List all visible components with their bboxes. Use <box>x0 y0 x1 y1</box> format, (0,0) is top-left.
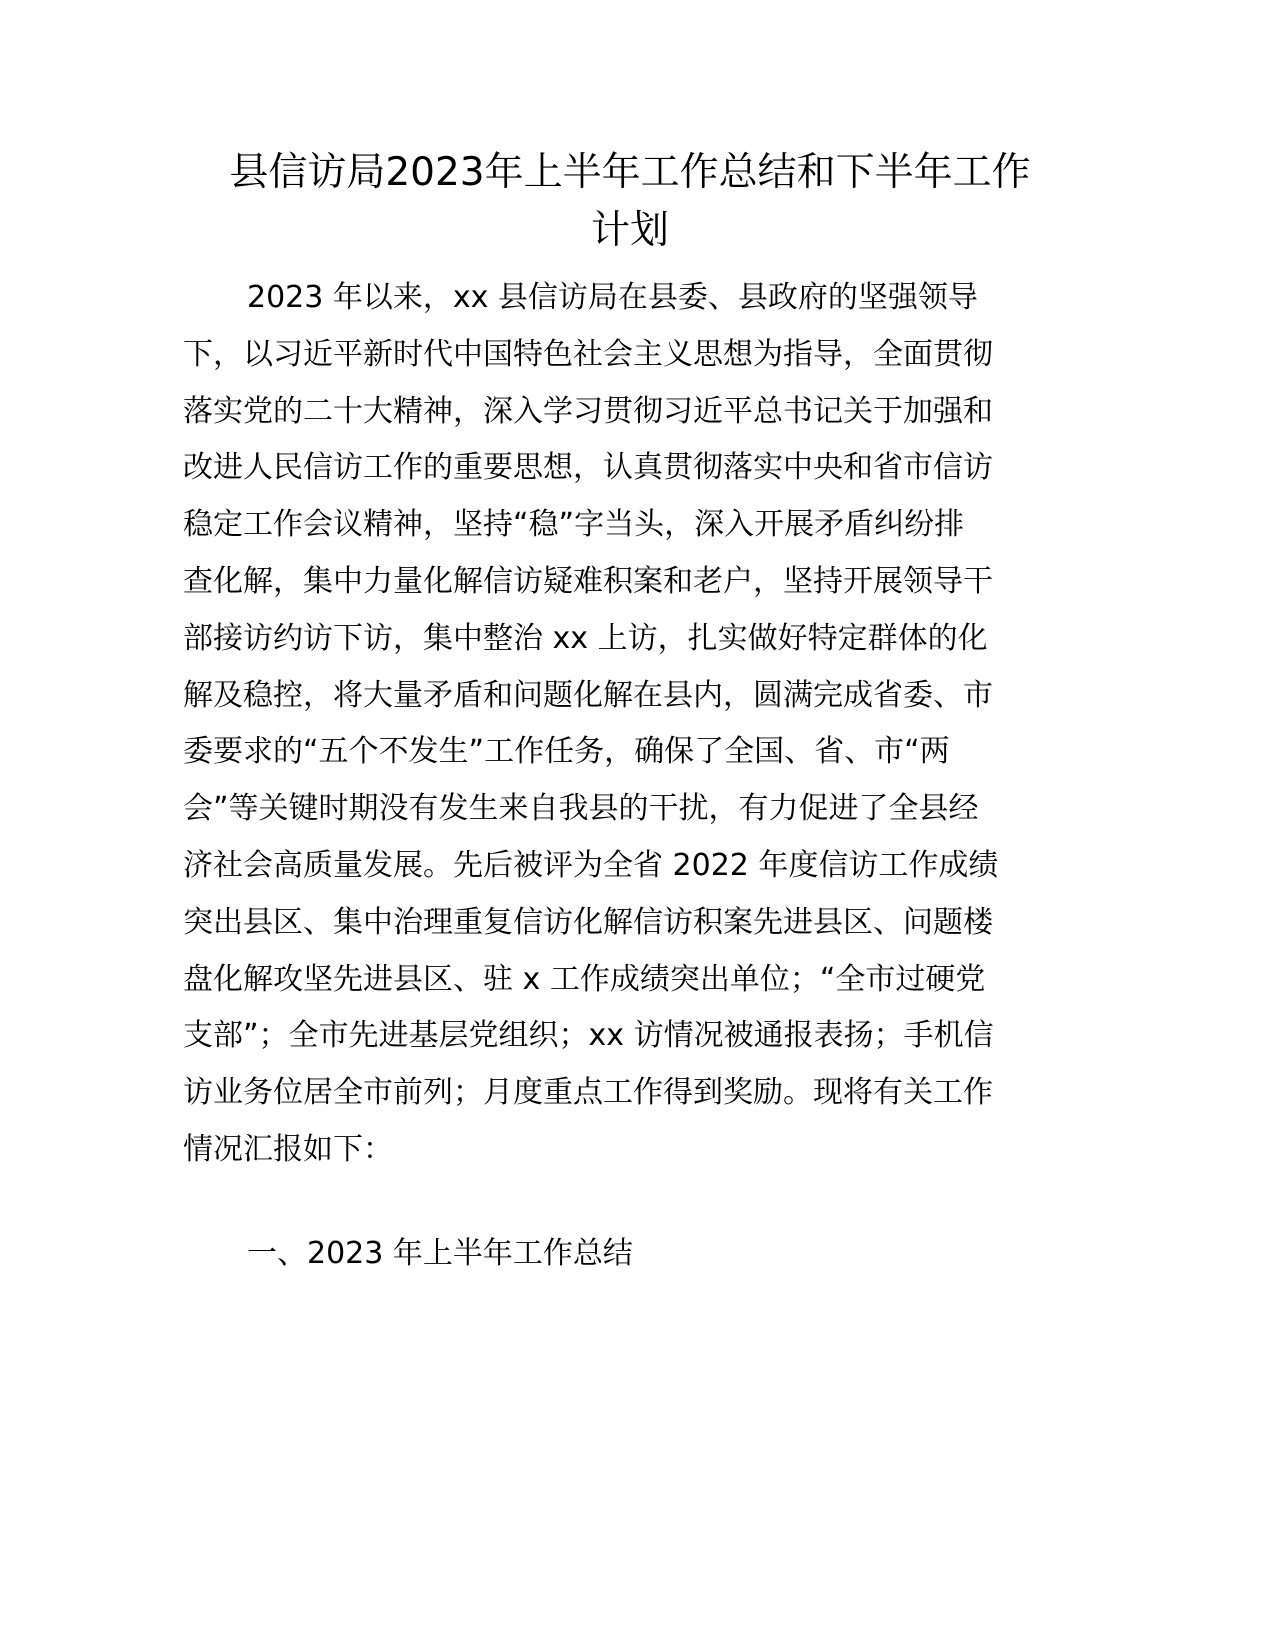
paragraph-line: 稳定工作会议精神，坚持“稳”字当头，深入开展矛盾纠纷排 <box>183 507 965 543</box>
paragraph-line: 济社会高质量发展。先后被评为全省 2022 年度信访工作成绩 <box>183 847 999 883</box>
paragraph-line: 下，以习近平新时代中国特色社会主义思想为指导，全面贯彻 <box>183 336 993 372</box>
paragraph-line: 突出县区、集中治理重复信访化解信访积案先进县区、问题楼 <box>183 904 993 940</box>
paragraph-line: 情况汇报如下： <box>183 1131 393 1167</box>
paragraph-line: 盘化解攻坚先进县区、驻 x 工作成绩突出单位；“全市过硬党 <box>183 961 986 997</box>
paragraph-line: 2023 年以来，xx 县信访局在县委、县政府的坚强领导 <box>247 280 978 315</box>
paragraph-line: 落实党的二十大精神，深入学习贯彻习近平总书记关于加强和 <box>183 393 993 429</box>
section-heading: 一、2023 年上半年工作总结 <box>247 1236 633 1271</box>
title-line-2: 计划 <box>590 208 669 253</box>
paragraph-line: 支部”；全市先进基层党组织；xx 访情况被通报表扬；手机信 <box>183 1018 994 1054</box>
paragraph-line: 会”等关键时期没有发生来自我县的干扰，有力促进了全县经 <box>183 791 979 827</box>
paragraph-line: 查化解，集中力量化解信访疑难积案和老户，坚持开展领导干 <box>183 563 993 599</box>
paragraph-line: 解及稳控，将大量矛盾和问题化解在县内，圆满完成省委、市 <box>183 677 993 713</box>
document-title <box>170 144 1090 260</box>
paragraph-line: 访业务位居全市前列；月度重点工作得到奖励。现将有关工作 <box>183 1075 993 1111</box>
paragraph-line: 委要求的“五个不发生”工作任务，确保了全国、省、市“两 <box>183 734 950 770</box>
title-line-1: 县信访局2023年上半年工作总结和下半年工作 <box>229 150 1031 195</box>
paragraph-line: 部接访约访下访，集中整治 xx 上访，扎实做好特定群体的化 <box>183 620 988 656</box>
intro-paragraph <box>183 270 1083 1179</box>
paragraph-line: 改进人民信访工作的重要思想，认真贯彻落实中央和省市信访 <box>183 450 993 486</box>
